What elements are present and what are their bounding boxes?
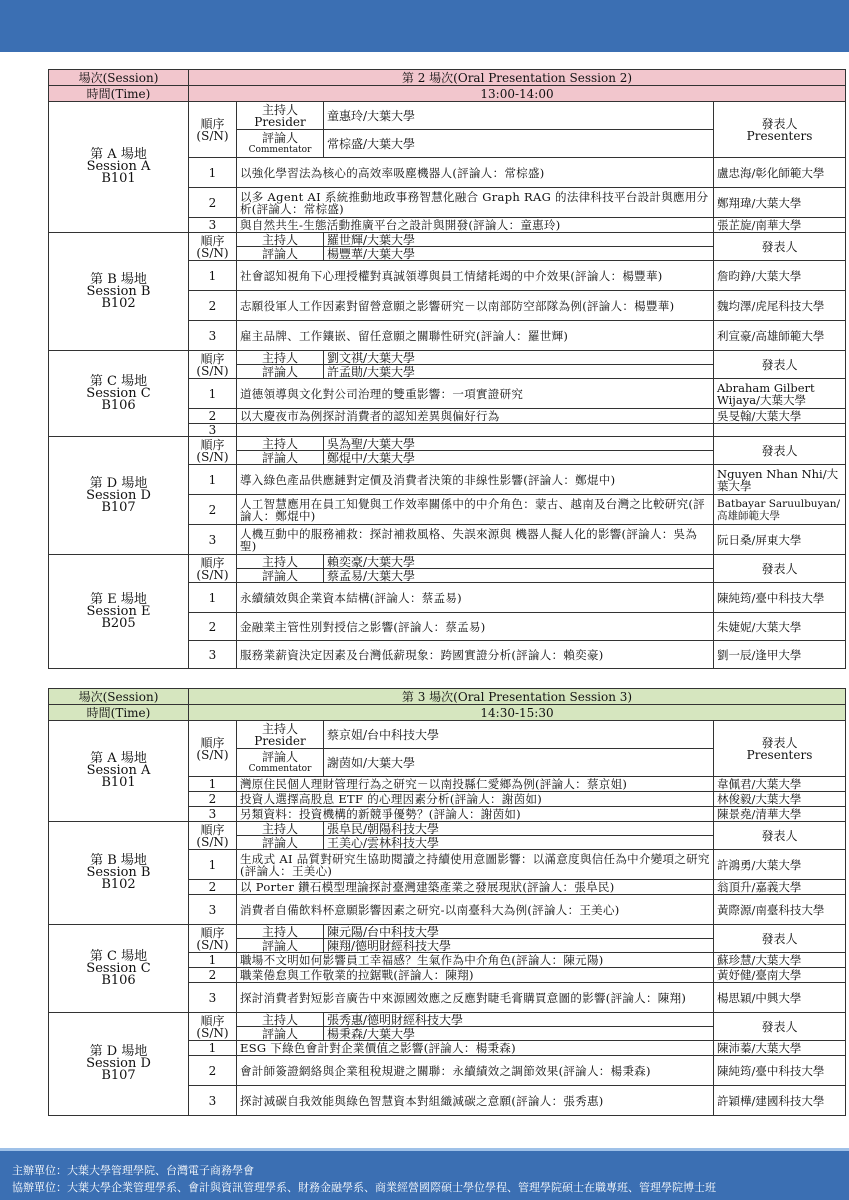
paper-title: ESG 下綠色會計對企業價值之影響(評論人：楊秉森) — [237, 1041, 714, 1056]
commentator-name: 楊秉森/大葉大學 — [324, 1027, 714, 1041]
paper-title: 職業倦怠與工作敬業的拉鋸戰(評論人：陳翔) — [237, 968, 714, 983]
room-a-presider-row — [49, 102, 846, 130]
room-session: Session A — [86, 159, 151, 174]
room-code: B101 — [101, 171, 136, 186]
paper-title: 生成式 AI 品質對研究生協助閱讀之持續使用意圖影響：以滿意度與信任為中介變項之研究(評論人：王美心) — [237, 850, 714, 880]
session-label: 場次(Session) — [49, 70, 189, 86]
room-cell: 第 C 場地 Session C B106 — [49, 925, 189, 1013]
presenter-cell: 林俊毅/大葉大學 — [714, 792, 846, 807]
paper-title: 以 Porter 鑽石模型理論探討臺灣建築產業之發展現狀(評論人：張阜民) — [237, 880, 714, 895]
paper-title: 職場不文明如何影響員工幸福感？生氣作為中介角色(評論人：陳元陽) — [237, 953, 714, 968]
room-cell: 第 D 場地 Session D B107 — [49, 1013, 189, 1116]
table-row: 2 職業倦怠與工作敬業的拉鋸戰(評論人：陳翔) 黃妤健/臺南大學 — [49, 968, 846, 983]
sn-header: 順序 (S/N) — [189, 233, 237, 261]
paper-title: 以大慶夜市為例探討消費者的認知差異與偏好行為 — [237, 409, 714, 424]
paper-title: 以強化學習法為核心的高效率吸塵機器人(評論人：常棕盛) — [237, 158, 714, 188]
time-row — [49, 705, 846, 721]
paper-title: 消費者自備飲料杯意願影響因素之研究-以南臺科大為例(評論人：王美心) — [237, 895, 714, 925]
table-row: 1 ESG 下綠色會計對企業價值之影響(評論人：楊秉森) 陳沛蓁/大葉大學 — [49, 1041, 846, 1056]
presenter-cell: 黃妤健/臺南大學 — [714, 968, 846, 983]
presenters-header: 發表人 — [714, 233, 846, 261]
presenter-cell: 劉一辰/逢甲大學 — [714, 641, 846, 669]
presenter-cell: 翁頂升/嘉義大學 — [714, 880, 846, 895]
time-value: 13:00-14:00 — [189, 86, 846, 102]
commentator-name: 楊豐華/大葉大學 — [324, 247, 714, 261]
time-row — [49, 86, 846, 102]
table-row: 1 道德領導與文化對公司治理的雙重影響：一項實證研究 Abraham Gilbert Wijaya/大葉大學 — [49, 379, 846, 409]
presenter-cell: 楊思穎/中興大學 — [714, 983, 846, 1013]
paper-title: 道德領導與文化對公司治理的雙重影響：一項實證研究 — [237, 379, 714, 409]
table-row: 1 社會認知視角下心理授權對真誠領導與員工情緒耗竭的中介效果(評論人：楊豐華) 詹昀錚/大葉大學 — [49, 261, 846, 291]
paper-title: 志願役軍人工作因素對留營意願之影響研究－以南部防空部隊為例(評論人：楊豐華) — [237, 291, 714, 321]
presenter-cell: 盧忠海/彰化師範大學 — [714, 158, 846, 188]
paper-title: 灣原住民個人理財管理行為之研究－以南投縣仁愛鄉為例(評論人：蔡京姐) — [237, 777, 714, 792]
room-a-presider-row: 第 A 場地 Session A B101 順序 (S/N) 主持人 Presider 蔡京姐/台中科技大學 發表人 Presenters — [49, 721, 846, 749]
table-row: 3 雇主品牌、工作鑲嵌、留任意願之關聯性研究(評論人：羅世輝) 利宣豪/高雄師範大學 — [49, 321, 846, 351]
paper-title: 金融業主管性別對授信之影響(評論人：蔡孟易) — [237, 613, 714, 641]
time-label: 時間(Time) — [49, 86, 189, 102]
presider-label: 主持人 Presider — [237, 102, 324, 130]
room-cell: 第 C 場地 Session C B106 — [49, 351, 189, 437]
table-row: 2 會計師簽證網絡與企業租稅規避之關聯：永續績效之調節效果(評論人：楊秉森) 陳純筠/臺中科技大學 — [49, 1056, 846, 1086]
presenter-cell: 張芷旋/南華大學 — [714, 218, 846, 233]
table-row: 3 探討消費者對短影音廣告中來源國效應之反應對睫毛膏購買意圖的影響(評論人：陳翔) 楊思穎/中興大學 — [49, 983, 846, 1013]
table-row: 2 以大慶夜市為例探討消費者的認知差異與偏好行為 吳旻翰/大葉大學 — [49, 409, 846, 424]
presenter-cell: 吳旻翰/大葉大學 — [714, 409, 846, 424]
footer-banner — [0, 1148, 849, 1200]
presenter-cell: 陳沛蓁/大葉大學 — [714, 1041, 846, 1056]
presenter-cell: 許穎樺/建國科技大學 — [714, 1086, 846, 1116]
room-cell: 第 A 場地 Session A B101 — [49, 721, 189, 822]
room-e-presider-row: 第 E 場地 Session E B205 順序 (S/N) 主持人 賴奕豪/大葉大學 發表人 — [49, 555, 846, 569]
footer-stripe — [0, 1148, 849, 1151]
paper-title: 社會認知視角下心理授權對真誠領導與員工情緒耗竭的中介效果(評論人：楊豐華) — [237, 261, 714, 291]
presenter-cell: 詹昀錚/大葉大學 — [714, 261, 846, 291]
paper-title: 服務業薪資決定因素及台灣低薪現象：跨國實證分析(評論人：賴奕豪) — [237, 641, 714, 669]
presenter-cell: 阮日桑/屏東大學 — [714, 525, 846, 555]
room-b-presider-row — [49, 233, 846, 247]
presenter-cell: 陳景堯/清華大學 — [714, 807, 846, 822]
presider-name: 羅世輝/大葉大學 — [324, 233, 714, 247]
commentator-label: 評論人 — [237, 247, 324, 261]
table-row: 3 探討減碳自我效能與綠色智慧資本對組織減碳之意願(評論人：張秀惠) 許穎樺/建國科技大學 — [49, 1086, 846, 1116]
organizer-text: 主辦單位：大葉大學管理學院、台灣電子商務學會 — [12, 1164, 254, 1177]
commentator-name: 常棕盛/大葉大學 — [324, 130, 714, 158]
commentator-name: 鄭焜中/大葉大學 — [324, 451, 714, 465]
commentator-name: 蔡孟易/大葉大學 — [324, 569, 714, 583]
table-row: 2 金融業主管性別對授信之影響(評論人：蔡孟易) 朱婕妮/大葉大學 — [49, 613, 846, 641]
presenters-header: 發表人 Presenters — [714, 102, 846, 158]
paper-title: 雇主品牌、工作鑲嵌、留任意願之關聯性研究(評論人：羅世輝) — [237, 321, 714, 351]
room-d-presider-row: 第 D 場地 Session D B107 順序 (S/N) 主持人 吳為聖/大葉大學 發表人 — [49, 437, 846, 451]
presenter-cell: 韋佩君/大葉大學 — [714, 777, 846, 792]
presider-name: 張秀惠/德明財經科技大學 — [324, 1013, 714, 1027]
presenter-cell: Batbayar Saruulbuyan/高雄師範大學 — [714, 495, 846, 525]
presider-name: 吳為聖/大葉大學 — [324, 437, 714, 451]
presider-name: 陳元陽/台中科技大學 — [324, 925, 714, 939]
paper-title: 永續績效與企業資本結構(評論人：蔡孟易) — [237, 583, 714, 613]
commentator-name: 陳翔/德明財經科技大學 — [324, 939, 714, 953]
presenter-cell: Abraham Gilbert Wijaya/大葉大學 — [714, 379, 846, 409]
presider-name: 張阜民/朝陽科技大學 — [324, 822, 714, 836]
table-row: 3 人機互動中的服務補救：探討補救風格、失誤來源與 機器人擬人化的影響(評論人：吳為聖) 阮日桑/屏東大學 — [49, 525, 846, 555]
table-row: 3 另類資料：投資機構的新競爭優勢？(評論人：謝茵如) 陳景堯/清華大學 — [49, 807, 846, 822]
room-c-presider-row: 第 C 場地 Session C B106 順序 (S/N) 主持人 陳元陽/台中科技大學 發表人 — [49, 925, 846, 939]
paper-title: 探討減碳自我效能與綠色智慧資本對組織減碳之意願(評論人：張秀惠) — [237, 1086, 714, 1116]
table-row: 3 消費者自備飲料杯意願影響因素之研究-以南臺科大為例(評論人：王美心) 黃際源/南臺科技大學 — [49, 895, 846, 925]
room-d-presider-row: 第 D 場地 Session D B107 順序 (S/N) 主持人 張秀惠/德明財經科技大學 發表人 — [49, 1013, 846, 1027]
room-b-presider-row: 第 B 場地 Session B B102 順序 (S/N) 主持人 張阜民/朝陽科技大學 發表人 — [49, 822, 846, 836]
session-2-table: 場次(Session) 第 2 場次(Oral Presentation Session 2) 時間(Time) 13:00-14:00 第 A 場地 Session A B101 順序 (S/N) 主持人 Presider 童惠玲/大葉大學 發表人 Presenters 評論人 Commentator 常棕盛/大葉大學 1 以強化學習法為核心的高效率吸塵機器人(評論人：常棕盛) 盧忠海/彰化師範大學 2 以多 Agent AI 系統推動地政事務智慧化融合 Graph RAG 的法律科技平台設計與應用分析(評論人：常棕盛) 鄭翔瑋/大葉大學 3 與自然共生-生態活動推廣平台之設計與開發(評論人：童惠玲) 張芷旋/南華大學 第 B 場地 Session B B102 順序 (S/N) 主持人 羅世輝/大葉大學 發表人 評論人 楊豐華/大葉大學 1 社會認知視角下心理授權對真誠領導與員工情緒耗竭的中介效果(評論人：楊豐華) 詹昀錚/大葉大學 2 志願役軍人工作因素對留營意願之影響研究－以南部防空部隊為例(評論人：楊豐華) 魏均澤/虎尾科技大學 3 雇主品牌、工作鑲嵌、留任意願之關聯性研究(評論人：羅世輝) 利宣豪/高雄師範大學 第 C 場地 Session C B106 順序 (S/N) 主持人 劉文祺/大葉大學 發表人 評論人 許孟勛/大葉大學 1 道德領導與文化對公司治理的雙重影響：一項實證研究 Abraham Gilbert Wijaya/大葉大學 2 以大慶夜市為例探討消費者的認知差異與偏好行為 吳旻翰/大葉大學 3 第 D 場地 Session D B107 順序 (S/N) 主持人 吳為聖/大葉大學 發表人 評論人 鄭焜中/大葉大學 1 導入綠色產品供應鏈對定價及消費者決策的非線性影響(評論人：鄭焜中) Nguyen Nhan Nhi/大葉大學 2 人工智慧應用在員工知覺與工作效率關係中的中介角色：蒙古、越南及台灣之比較研究(評論人：鄭焜中) Batbayar Saruulbuyan/高雄師範大學 3 人機互動中的服務補救：探討補救風格、失誤來源與 機器人擬人化的影響(評論人：吳為聖) 阮日桑/屏東大學 第 E 場地 Session E B205 順序 (S/N) 主持人 賴奕豪/大葉大學 發表人 評論人 蔡孟易/大葉大學 1 永續績效與企業資本結構(評論人：蔡孟易) 陳純筠/臺中科技大學 2 金融業主管性別對授信之影響(評論人：蔡孟易) 朱婕妮/大葉大學 3 服務業薪資決定因素及台灣低薪現象：跨國實證分析(評論人：賴奕豪) 劉一辰/逢甲大學 — [48, 69, 846, 669]
presenter-cell: 許鴻勇/大葉大學 — [714, 850, 846, 880]
sn-cell: 2 — [189, 188, 237, 218]
room-cell — [49, 102, 189, 233]
room-cell: 第 D 場地 Session D B107 — [49, 437, 189, 555]
presider-name: 賴奕豪/大葉大學 — [324, 555, 714, 569]
paper-title: 會計師簽證網絡與企業租稅規避之關聯：永續績效之調節效果(評論人：楊秉森) — [237, 1056, 714, 1086]
presenter-cell: 蘇珍慧/大葉大學 — [714, 953, 846, 968]
presider-name: 童惠玲/大葉大學 — [324, 102, 714, 130]
presenter-cell: 朱婕妮/大葉大學 — [714, 613, 846, 641]
top-banner — [0, 0, 849, 52]
paper-title: 導入綠色產品供應鏈對定價及消費者決策的非線性影響(評論人：鄭焜中) — [237, 465, 714, 495]
sn-cell: 1 — [189, 158, 237, 188]
presenter-cell: 陳純筠/臺中科技大學 — [714, 1056, 846, 1086]
session-label: 場次(Session) — [49, 689, 189, 705]
commentator-label: 評論人 Commentator — [237, 130, 324, 158]
time-label: 時間(Time) — [49, 705, 189, 721]
session-title: 第 3 場次(Oral Presentation Session 3) — [189, 689, 846, 705]
room-cell: 第 E 場地 Session E B205 — [49, 555, 189, 669]
table-row: 2 人工智慧應用在員工知覺與工作效率關係中的中介角色：蒙古、越南及台灣之比較研究(評論人：鄭焜中) Batbayar Saruulbuyan/高雄師範大學 — [49, 495, 846, 525]
sn-cell: 3 — [189, 218, 237, 233]
presenter-cell: 黃際源/南臺科技大學 — [714, 895, 846, 925]
session-header-row — [49, 70, 846, 86]
session-header-row — [49, 689, 846, 705]
presenter-cell: Nguyen Nhan Nhi/大葉大學 — [714, 465, 846, 495]
presenter-cell: 鄭翔瑋/大葉大學 — [714, 188, 846, 218]
paper-title: 人機互動中的服務補救：探討補救風格、失誤來源與 機器人擬人化的影響(評論人：吳為聖) — [237, 525, 714, 555]
table-row: 1 永續績效與企業資本結構(評論人：蔡孟易) 陳純筠/臺中科技大學 — [49, 583, 846, 613]
table-row: 2 志願役軍人工作因素對留營意願之影響研究－以南部防空部隊為例(評論人：楊豐華) 魏均澤/虎尾科技大學 — [49, 291, 846, 321]
paper-title: 另類資料：投資機構的新競爭優勢？(評論人：謝茵如) — [237, 807, 714, 822]
paper-title: 探討消費者對短影音廣告中來源國效應之反應對睫毛膏購買意圖的影響(評論人：陳翔) — [237, 983, 714, 1013]
room-c-presider-row: 第 C 場地 Session C B106 順序 (S/N) 主持人 劉文祺/大葉大學 發表人 — [49, 351, 846, 365]
table-row: 1 職場不文明如何影響員工幸福感？生氣作為中介角色(評論人：陳元陽) 蘇珍慧/大葉大學 — [49, 953, 846, 968]
paper-title: 與自然共生-生態活動推廣平台之設計與開發(評論人：童惠玲) — [237, 218, 714, 233]
presider-name: 蔡京姐/台中科技大學 — [324, 721, 714, 749]
commentator-name: 許孟勛/大葉大學 — [324, 365, 714, 379]
presenter-cell: 利宣豪/高雄師範大學 — [714, 321, 846, 351]
presider-name: 劉文祺/大葉大學 — [324, 351, 714, 365]
time-value: 14:30-15:30 — [189, 705, 846, 721]
paper-title: 以多 Agent AI 系統推動地政事務智慧化融合 Graph RAG 的法律科技平台設計與應用分析(評論人：常棕盛) — [237, 188, 714, 218]
room-name: 第 A 場地 — [90, 147, 147, 162]
presider-label: 主持人 — [237, 233, 324, 247]
table-row: 2 投資人選擇高股息 ETF 的心理因素分析(評論人：謝茵如) 林俊毅/大葉大學 — [49, 792, 846, 807]
table-row: 3 — [49, 424, 846, 437]
room-cell: 第 B 場地 Session B B102 — [49, 233, 189, 351]
commentator-name: 王美心/雲林科技大學 — [324, 836, 714, 850]
presenter-cell: 魏均澤/虎尾科技大學 — [714, 291, 846, 321]
room-cell: 第 B 場地 Session B B102 — [49, 822, 189, 925]
session-title: 第 2 場次(Oral Presentation Session 2) — [189, 70, 846, 86]
table-row: 1 導入綠色產品供應鏈對定價及消費者決策的非線性影響(評論人：鄭焜中) Nguyen Nhan Nhi/大葉大學 — [49, 465, 846, 495]
paper-title: 投資人選擇高股息 ETF 的心理因素分析(評論人：謝茵如) — [237, 792, 714, 807]
session-3-table: 場次(Session) 第 3 場次(Oral Presentation Session 3) 時間(Time) 14:30-15:30 第 A 場地 Session A B101 順序 (S/N) 主持人 Presider 蔡京姐/台中科技大學 發表人 Presenters 評論人 Commentator 謝茵如/大葉大學 1 灣原住民個人理財管理行為之研究－以南投縣仁愛鄉為例(評論人：蔡京姐) 韋佩君/大葉大學 2 投資人選擇高股息 ETF 的心理因素分析(評論人：謝茵如) 林俊毅/大葉大學 3 另類資料：投資機構的新競爭優勢？(評論人：謝茵如) 陳景堯/清華大學 第 B 場地 Session B B102 順序 (S/N) 主持人 張阜民/朝陽科技大學 發表人 評論人 王美心/雲林科技大學 1 生成式 AI 品質對研究生協助閱讀之持續使用意圖影響：以滿意度與信任為中介變項之研究(評論人：王美心) 許鴻勇/大葉大學 2 以 Porter 鑽石模型理論探討臺灣建築產業之發展現狀(評論人：張阜民) 翁頂升/嘉義大學 3 消費者自備飲料杯意願影響因素之研究-以南臺科大為例(評論人：王美心) 黃際源/南臺科技大學 第 C 場地 Session C B106 順序 (S/N) 主持人 陳元陽/台中科技大學 發表人 評論人 陳翔/德明財經科技大學 1 職場不文明如何影響員工幸福感？生氣作為中介角色(評論人：陳元陽) 蘇珍慧/大葉大學 2 職業倦怠與工作敬業的拉鋸戰(評論人：陳翔) 黃妤健/臺南大學 3 探討消費者對短影音廣告中來源國效應之反應對睫毛膏購買意圖的影響(評論人：陳翔) 楊思穎/中興大學 第 D 場地 Session D B107 順序 (S/N) 主持人 張秀惠/德明財經科技大學 發表人 評論人 楊秉森/大葉大學 1 ESG 下綠色會計對企業價值之影響(評論人：楊秉森) 陳沛蓁/大葉大學 2 會計師簽證網絡與企業租稅規避之關聯：永續績效之調節效果(評論人：楊秉森) 陳純筠/臺中科技大學 3 探討減碳自我效能與綠色智慧資本對組織減碳之意願(評論人：張秀惠) 許穎樺/建國科技大學 — [48, 688, 846, 1116]
table-row: 3 服務業薪資決定因素及台灣低薪現象：跨國實證分析(評論人：賴奕豪) 劉一辰/逢甲大學 — [49, 641, 846, 669]
table-row: 1 生成式 AI 品質對研究生協助閱讀之持續使用意圖影響：以滿意度與信任為中介變項之研究(評論人：王美心) 許鴻勇/大葉大學 — [49, 850, 846, 880]
table-row: 2 以 Porter 鑽石模型理論探討臺灣建築產業之發展現狀(評論人：張阜民) 翁頂升/嘉義大學 — [49, 880, 846, 895]
sn-header: 順序 (S/N) — [189, 102, 237, 158]
co-organizer-text: 協辦單位：大葉大學企業管理學系、會計與資訊管理學系、財務金融學系、商業經營國際碩士學位學程、管理學院碩士在職專班、管理學院博士班 — [12, 1181, 716, 1194]
paper-title: 人工智慧應用在員工知覺與工作效率關係中的中介角色：蒙古、越南及台灣之比較研究(評論人：鄭焜中) — [237, 495, 714, 525]
presenter-cell: 陳純筠/臺中科技大學 — [714, 583, 846, 613]
table-row: 1 灣原住民個人理財管理行為之研究－以南投縣仁愛鄉為例(評論人：蔡京姐) 韋佩君/大葉大學 — [49, 777, 846, 792]
commentator-name: 謝茵如/大葉大學 — [324, 749, 714, 777]
